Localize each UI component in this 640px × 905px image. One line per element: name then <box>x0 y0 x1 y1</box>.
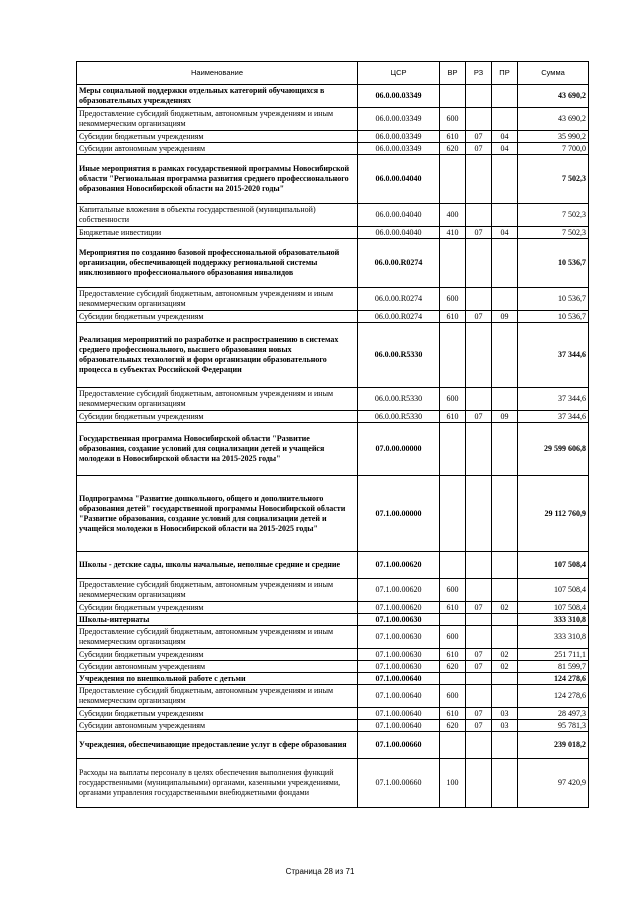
table-row <box>77 204 589 227</box>
cell-pr <box>492 579 518 602</box>
cell-name: Расходы на выплаты персоналу в целях обеспечения выполнения функций государственными (муниципальными) органами, казенными учреждениями, органами управления государственными внебюджетными фондами <box>77 759 358 808</box>
cell-vr: 610 <box>440 649 466 661</box>
cell-pr: 03 <box>492 720 518 732</box>
cell-pr: 09 <box>492 411 518 423</box>
cell-vr <box>440 423 466 476</box>
cell-csr: 06.0.00.03349 <box>358 131 440 143</box>
cell-vr: 600 <box>440 685 466 708</box>
cell-pr <box>492 423 518 476</box>
cell-name: Предоставление субсидий бюджетным, автономным учреждениям и иным некоммерческим организациям <box>77 388 358 411</box>
cell-name: Предоставление субсидий бюджетным, автономным учреждениям и иным некоммерческим организациям <box>77 626 358 649</box>
cell-pr <box>492 476 518 552</box>
cell-pr: 02 <box>492 661 518 673</box>
cell-sum: 333 310,8 <box>518 614 589 626</box>
cell-pr: 04 <box>492 227 518 239</box>
cell-sum: 124 278,6 <box>518 685 589 708</box>
cell-csr: 06.0.00.03349 <box>358 85 440 108</box>
cell-name: Субсидии бюджетным учреждениям <box>77 602 358 614</box>
cell-name: Меры социальной поддержки отдельных категорий обучающихся в образовательных учреждениях <box>77 85 358 108</box>
table-row <box>77 661 589 673</box>
table-row <box>77 759 589 808</box>
cell-name: Субсидии бюджетным учреждениям <box>77 649 358 661</box>
cell-name: Учреждения, обеспечивающие предоставление услуг в сфере образования <box>77 732 358 759</box>
cell-csr: 07.1.00.00640 <box>358 708 440 720</box>
cell-vr: 610 <box>440 311 466 323</box>
cell-rz <box>466 155 492 204</box>
table-row <box>77 239 589 288</box>
table-row <box>77 626 589 649</box>
cell-name: Субсидии бюджетным учреждениям <box>77 131 358 143</box>
cell-rz <box>466 552 492 579</box>
cell-pr <box>492 759 518 808</box>
cell-name: Школы - детские сады, школы начальные, неполные средние и средние <box>77 552 358 579</box>
cell-pr: 02 <box>492 602 518 614</box>
cell-sum: 7 502,3 <box>518 155 589 204</box>
cell-csr: 06.0.00.R0274 <box>358 288 440 311</box>
cell-vr: 410 <box>440 227 466 239</box>
cell-vr <box>440 614 466 626</box>
cell-sum: 43 690,2 <box>518 85 589 108</box>
cell-rz <box>466 673 492 685</box>
cell-csr: 07.1.00.00660 <box>358 732 440 759</box>
cell-vr <box>440 673 466 685</box>
cell-sum: 95 781,3 <box>518 720 589 732</box>
header-name: Наименование <box>77 62 358 85</box>
cell-rz: 07 <box>466 311 492 323</box>
cell-name: Предоставление субсидий бюджетным, автономным учреждениям и иным некоммерческим организациям <box>77 579 358 602</box>
cell-sum: 10 536,7 <box>518 311 589 323</box>
header-pr: ПР <box>492 62 518 85</box>
table-header-row <box>77 62 589 85</box>
cell-vr <box>440 239 466 288</box>
cell-csr: 07.1.00.00640 <box>358 673 440 685</box>
cell-vr: 100 <box>440 759 466 808</box>
table-row <box>77 227 589 239</box>
cell-vr: 610 <box>440 411 466 423</box>
cell-name: Предоставление субсидий бюджетным, автономным учреждениям и иным некоммерческим организациям <box>77 288 358 311</box>
table-row <box>77 323 589 388</box>
cell-name: Иные мероприятия в рамках государственной программы Новосибирской области "Региональная программа развития среднего профессионального образования Новосибирской области на 2015-2020 годы" <box>77 155 358 204</box>
cell-name: Подпрограмма "Развитие дошкольного, общего и дополнительного образования детей" государственной программы Новосибирской области "Развитие образования, создание условий для социализации детей и учащейся молодежи в Новосибирской области на 2015-2025 годы" <box>77 476 358 552</box>
table-row <box>77 131 589 143</box>
cell-csr: 07.0.00.00000 <box>358 423 440 476</box>
cell-name: Капитальные вложения в объекты государственной (муниципальной) собственности <box>77 204 358 227</box>
cell-rz <box>466 388 492 411</box>
header-sum: Сумма <box>518 62 589 85</box>
table-row <box>77 143 589 155</box>
cell-pr <box>492 552 518 579</box>
cell-csr: 06.0.00.R5330 <box>358 388 440 411</box>
cell-sum: 10 536,7 <box>518 239 589 288</box>
cell-vr: 610 <box>440 602 466 614</box>
cell-csr: 06.0.00.R5330 <box>358 411 440 423</box>
header-vr: ВР <box>440 62 466 85</box>
cell-rz: 07 <box>466 227 492 239</box>
table-row <box>77 388 589 411</box>
cell-pr <box>492 85 518 108</box>
cell-sum: 124 278,6 <box>518 673 589 685</box>
cell-pr: 03 <box>492 708 518 720</box>
cell-csr: 07.1.00.00630 <box>358 649 440 661</box>
cell-rz <box>466 288 492 311</box>
cell-rz <box>466 759 492 808</box>
cell-pr: 04 <box>492 143 518 155</box>
cell-rz <box>466 85 492 108</box>
cell-pr <box>492 626 518 649</box>
table-row <box>77 602 589 614</box>
cell-sum: 81 599,7 <box>518 661 589 673</box>
cell-csr: 06.0.00.04040 <box>358 155 440 204</box>
cell-csr: 06.0.00.04040 <box>358 227 440 239</box>
cell-name: Предоставление субсидий бюджетным, автономным учреждениям и иным некоммерческим организациям <box>77 685 358 708</box>
cell-vr: 620 <box>440 661 466 673</box>
cell-rz: 07 <box>466 708 492 720</box>
cell-sum: 239 018,2 <box>518 732 589 759</box>
cell-vr: 600 <box>440 579 466 602</box>
cell-vr <box>440 85 466 108</box>
cell-vr: 400 <box>440 204 466 227</box>
cell-rz: 07 <box>466 143 492 155</box>
cell-sum: 37 344,6 <box>518 388 589 411</box>
cell-csr: 07.1.00.00000 <box>358 476 440 552</box>
cell-vr <box>440 155 466 204</box>
cell-sum: 7 502,3 <box>518 227 589 239</box>
cell-csr: 06.0.00.03349 <box>358 108 440 131</box>
cell-csr: 07.1.00.00660 <box>358 759 440 808</box>
cell-pr <box>492 732 518 759</box>
table-row <box>77 552 589 579</box>
cell-sum: 107 508,4 <box>518 552 589 579</box>
cell-rz <box>466 579 492 602</box>
cell-name: Бюджетные инвестиции <box>77 227 358 239</box>
cell-sum: 107 508,4 <box>518 602 589 614</box>
table-row <box>77 614 589 626</box>
cell-sum: 29 112 760,9 <box>518 476 589 552</box>
cell-csr: 06.0.00.04040 <box>358 204 440 227</box>
cell-rz <box>466 685 492 708</box>
cell-name: Субсидии автономным учреждениям <box>77 720 358 732</box>
cell-vr: 600 <box>440 288 466 311</box>
cell-pr <box>492 239 518 288</box>
cell-name: Школы-интернаты <box>77 614 358 626</box>
cell-name: Учреждения по внешкольной работе с детьми <box>77 673 358 685</box>
table-row <box>77 649 589 661</box>
cell-rz <box>466 108 492 131</box>
cell-rz: 07 <box>466 661 492 673</box>
cell-rz <box>466 323 492 388</box>
cell-csr: 07.1.00.00640 <box>358 685 440 708</box>
table-row <box>77 720 589 732</box>
cell-sum: 97 420,9 <box>518 759 589 808</box>
cell-pr: 09 <box>492 311 518 323</box>
cell-vr <box>440 323 466 388</box>
cell-csr: 07.1.00.00620 <box>358 552 440 579</box>
cell-vr: 600 <box>440 108 466 131</box>
cell-sum: 28 497,3 <box>518 708 589 720</box>
cell-rz <box>466 423 492 476</box>
table-row <box>77 423 589 476</box>
cell-name: Субсидии бюджетным учреждениям <box>77 311 358 323</box>
budget-table <box>76 61 589 808</box>
cell-sum: 7 700,0 <box>518 143 589 155</box>
cell-name: Реализация мероприятий по разработке и распространению в системах среднего профессионального, высшего образования новых образовательных технологий и форм организации образовательного процесса в субъектах Российской Федерации <box>77 323 358 388</box>
cell-rz: 07 <box>466 411 492 423</box>
cell-csr: 06.0.00.03349 <box>358 143 440 155</box>
cell-vr: 620 <box>440 143 466 155</box>
cell-sum: 107 508,4 <box>518 579 589 602</box>
cell-csr: 07.1.00.00630 <box>358 614 440 626</box>
cell-vr <box>440 732 466 759</box>
cell-csr: 06.0.00.R5330 <box>358 323 440 388</box>
table-row <box>77 673 589 685</box>
cell-vr: 610 <box>440 131 466 143</box>
cell-sum: 333 310,8 <box>518 626 589 649</box>
cell-name: Субсидии автономным учреждениям <box>77 143 358 155</box>
table-row <box>77 476 589 552</box>
cell-pr <box>492 288 518 311</box>
page-number: Страница 28 из 71 <box>285 867 355 876</box>
cell-csr: 07.1.00.00620 <box>358 579 440 602</box>
cell-csr: 06.0.00.R0274 <box>358 239 440 288</box>
cell-name: Государственная программа Новосибирской области "Развитие образования, создание условий для социализации детей и учащейся молодежи в Новосибирской области на 2015-2025 годы" <box>77 423 358 476</box>
cell-rz <box>466 614 492 626</box>
cell-sum: 35 990,2 <box>518 131 589 143</box>
cell-vr: 620 <box>440 720 466 732</box>
cell-sum: 29 599 606,8 <box>518 423 589 476</box>
cell-rz <box>466 626 492 649</box>
cell-vr <box>440 476 466 552</box>
cell-pr <box>492 155 518 204</box>
cell-csr: 07.1.00.00630 <box>358 661 440 673</box>
cell-name: Субсидии автономным учреждениям <box>77 661 358 673</box>
cell-rz <box>466 204 492 227</box>
cell-csr: 06.0.00.R0274 <box>358 311 440 323</box>
table-row <box>77 411 589 423</box>
cell-sum: 37 344,6 <box>518 323 589 388</box>
cell-pr <box>492 685 518 708</box>
header-rz: РЗ <box>466 62 492 85</box>
cell-rz: 07 <box>466 602 492 614</box>
table-row <box>77 311 589 323</box>
header-csr: ЦСР <box>358 62 440 85</box>
cell-rz <box>466 732 492 759</box>
cell-sum: 7 502,3 <box>518 204 589 227</box>
table-row <box>77 155 589 204</box>
table-body <box>77 62 589 808</box>
cell-pr: 02 <box>492 649 518 661</box>
cell-rz <box>466 239 492 288</box>
cell-pr <box>492 108 518 131</box>
cell-pr <box>492 673 518 685</box>
cell-sum: 251 711,1 <box>518 649 589 661</box>
cell-csr: 07.1.00.00620 <box>358 602 440 614</box>
table-row <box>77 685 589 708</box>
cell-rz: 07 <box>466 649 492 661</box>
cell-vr: 600 <box>440 626 466 649</box>
cell-name: Субсидии бюджетным учреждениям <box>77 708 358 720</box>
cell-pr <box>492 323 518 388</box>
cell-rz: 07 <box>466 720 492 732</box>
cell-rz <box>466 476 492 552</box>
cell-rz: 07 <box>466 131 492 143</box>
cell-pr <box>492 614 518 626</box>
table-row <box>77 288 589 311</box>
cell-csr: 07.1.00.00640 <box>358 720 440 732</box>
table-row <box>77 732 589 759</box>
cell-csr: 07.1.00.00630 <box>358 626 440 649</box>
cell-vr <box>440 552 466 579</box>
table-row <box>77 108 589 131</box>
cell-pr: 04 <box>492 131 518 143</box>
cell-sum: 43 690,2 <box>518 108 589 131</box>
cell-pr <box>492 388 518 411</box>
table-row <box>77 579 589 602</box>
table-row <box>77 85 589 108</box>
table-row <box>77 708 589 720</box>
cell-name: Предоставление субсидий бюджетным, автономным учреждениям и иным некоммерческим организациям <box>77 108 358 131</box>
cell-vr: 600 <box>440 388 466 411</box>
cell-sum: 10 536,7 <box>518 288 589 311</box>
cell-vr: 610 <box>440 708 466 720</box>
cell-sum: 37 344,6 <box>518 411 589 423</box>
cell-name: Субсидии бюджетным учреждениям <box>77 411 358 423</box>
cell-name: Мероприятия по созданию базовой профессиональной образовательной организации, обеспечивающей поддержку региональной системы инклюзивного профессионального образования инвалидов <box>77 239 358 288</box>
cell-pr <box>492 204 518 227</box>
